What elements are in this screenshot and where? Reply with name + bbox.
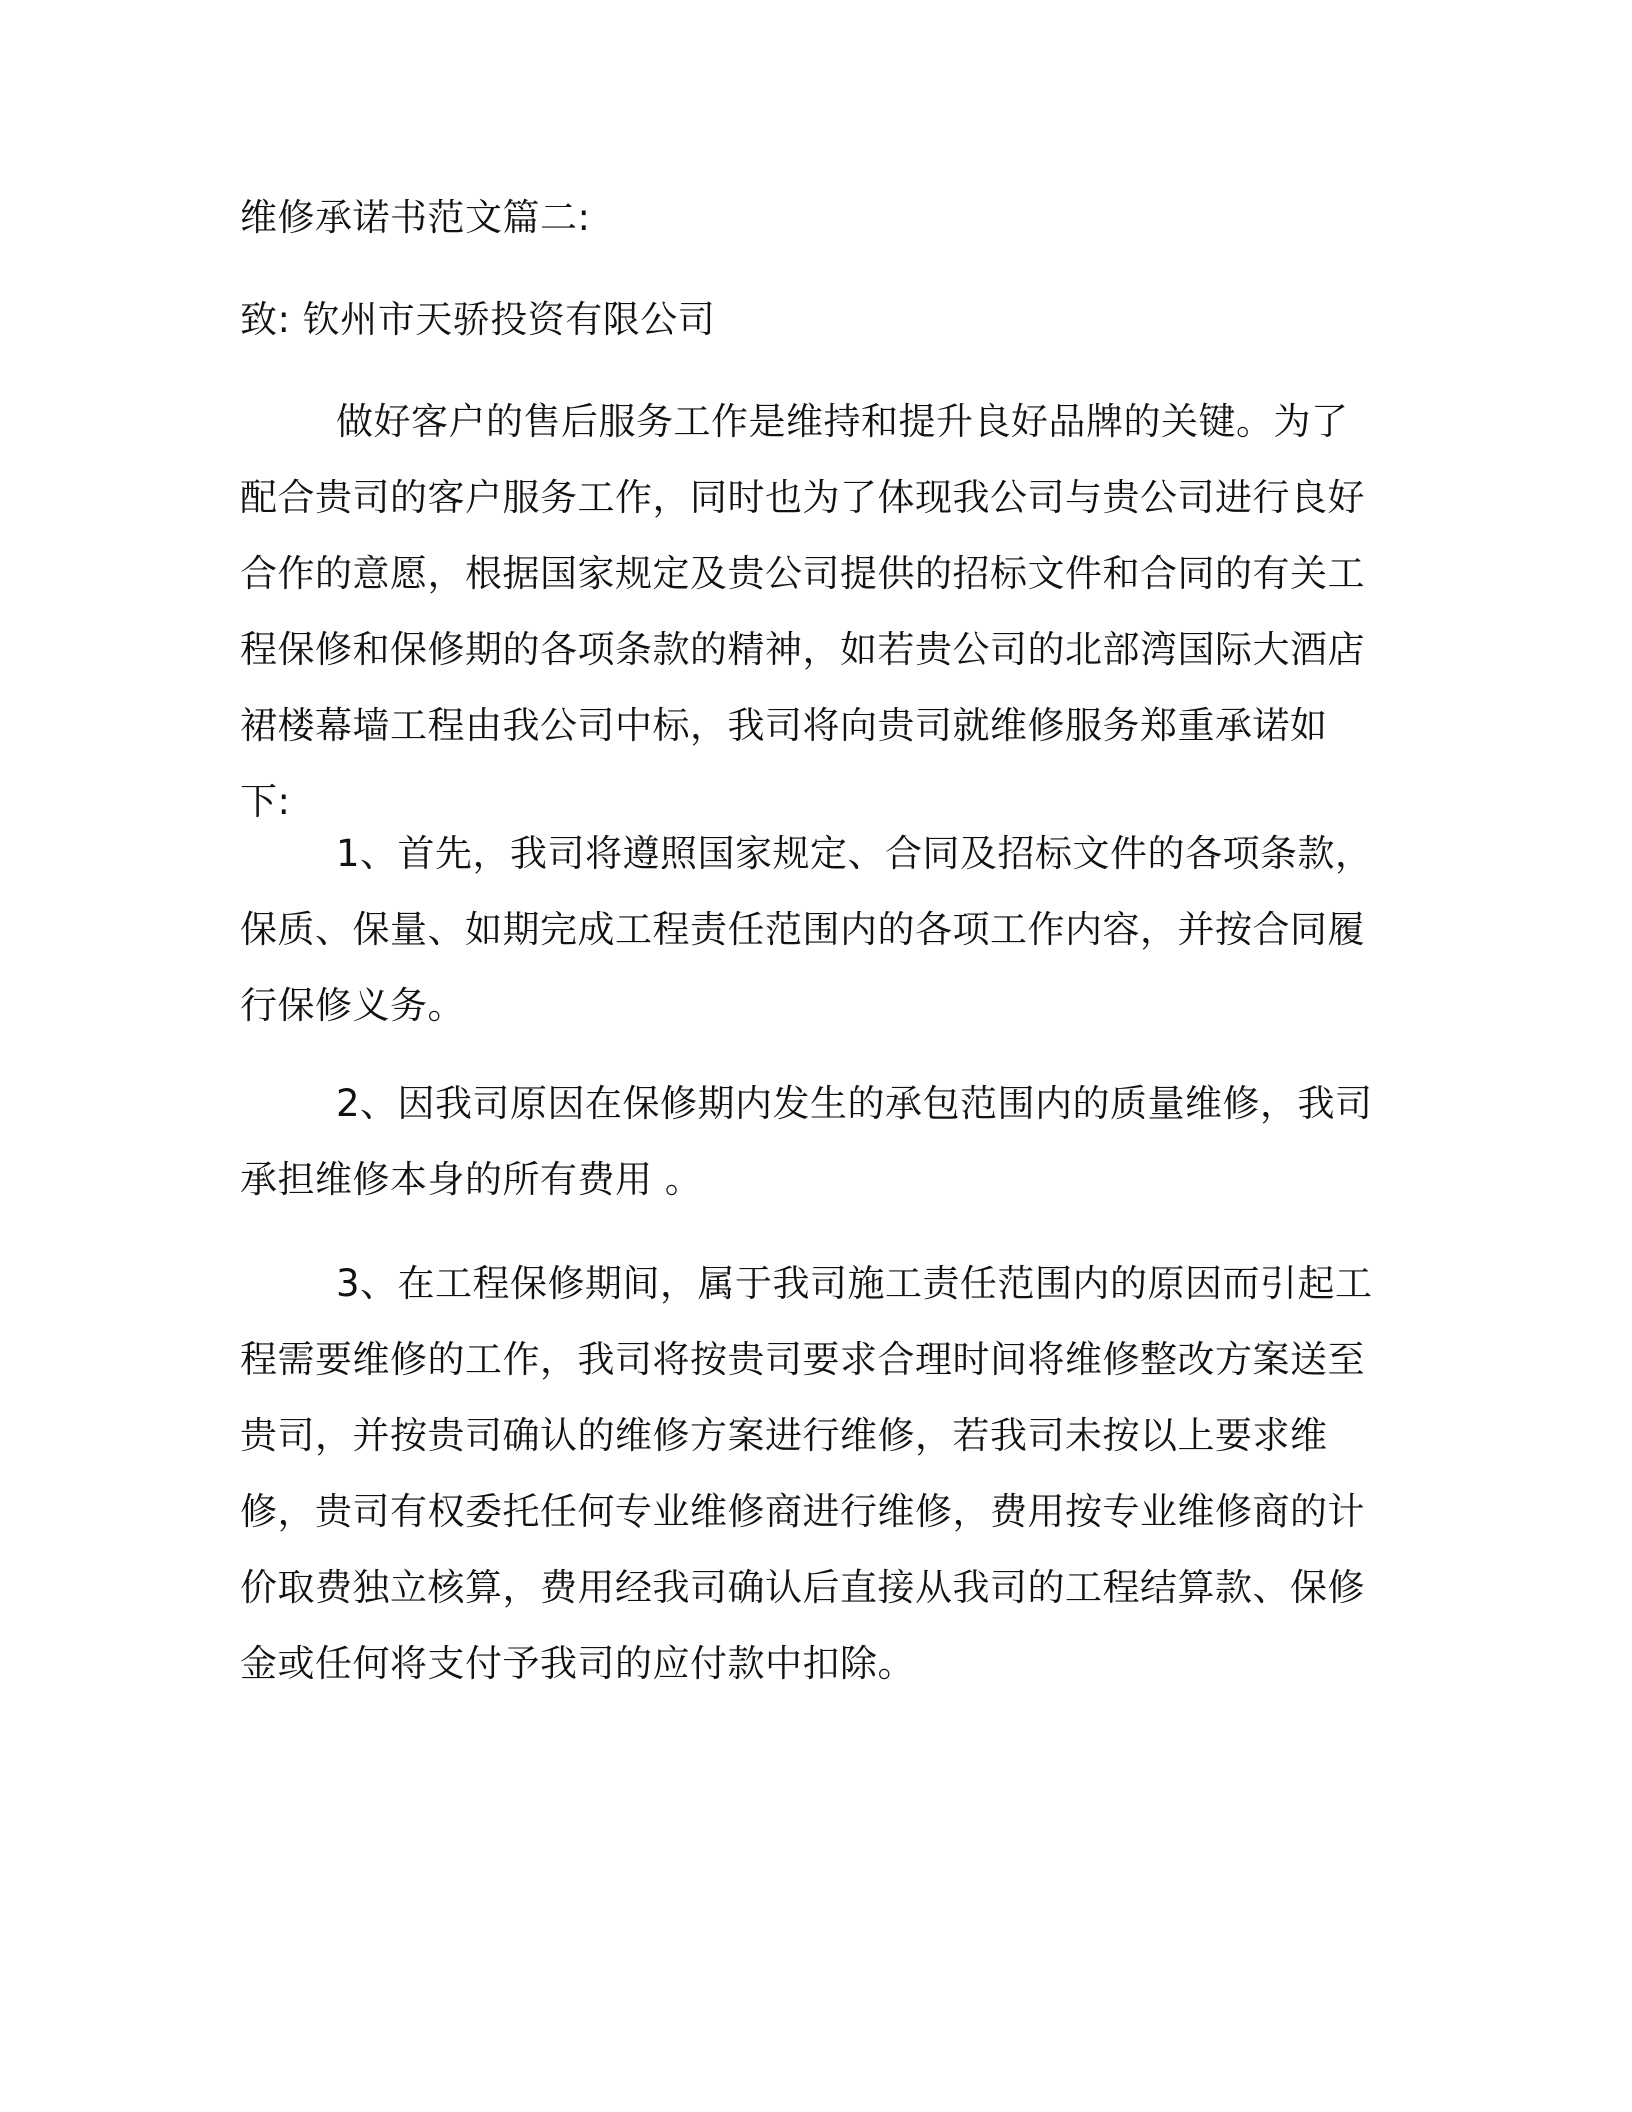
commitment-item-2: 2、因我司原因在保修期内发生的承包范围内的质量维修，我司承担维修本身的所有费用 。 [240, 1082, 1373, 1201]
commitment-item-3: 3、在工程保修期间，属于我司施工责任范围内的原因而引起工程需要维修的工作，我司将按贵司要求合理时间将维修整改方案送至贵司，并按贵司确认的维修方案进行维修，若我司未按以上要求维修，贵司有权委托任何专业维修商进行维修，费用按专业维修商的计价取费独立核算，费用经我司确认后直接从我司的工程结算款、保修金或任何将支付予我司的应付款中扣除。 [240, 1262, 1373, 1685]
intro-paragraph: 做好客户的售后服务工作是维持和提升良好品牌的关键。为了配合贵司的客户服务工作，同时也为了体现我公司与贵公司进行良好合作的意愿，根据国家规定及贵公司提供的招标文件和合同的有关工程保修和保修期的各项条款的精神，如若贵公司的北部湾国际大酒店裙楼幕墙工程由我公司中标，我司将向贵司就维修服务郑重承诺如下: [240, 400, 1365, 823]
document-heading: 维修承诺书范文篇二: [240, 196, 591, 239]
salutation-line: 致: 钦州市天骄投资有限公司 [240, 298, 716, 341]
commitment-item-1: 1、首先，我司将遵照国家规定、合同及招标文件的各项条款，保质、保量、如期完成工程责任范围内的各项工作内容，并按合同履行保修义务。 [240, 832, 1373, 1027]
